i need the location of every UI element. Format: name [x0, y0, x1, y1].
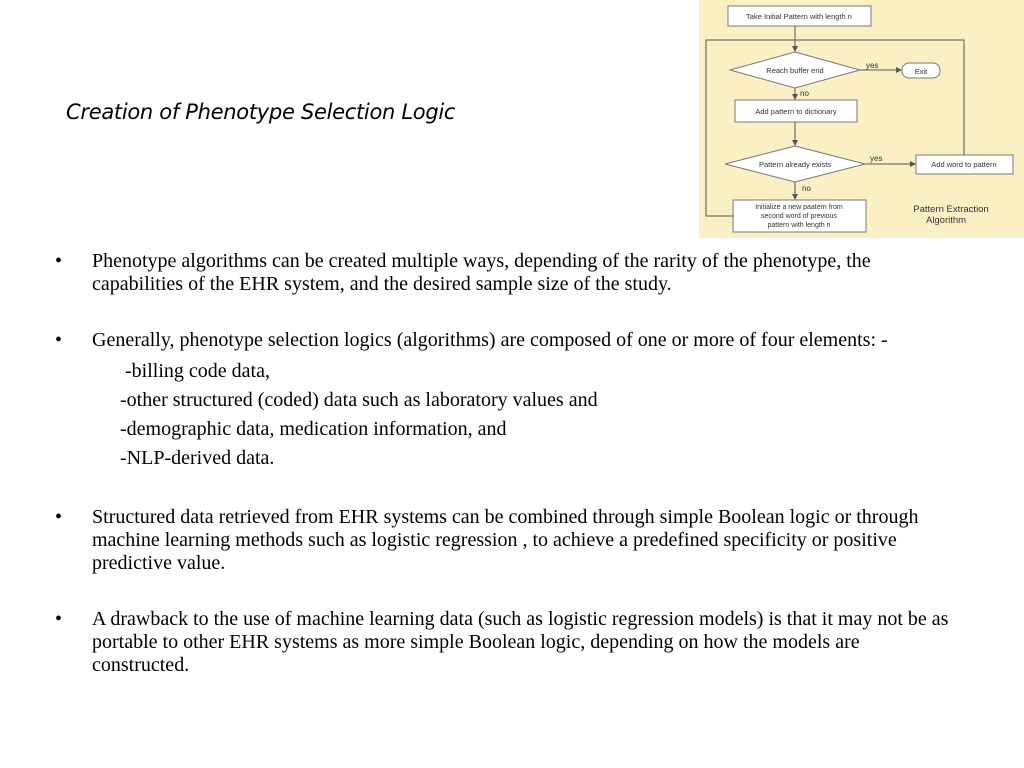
bullet-dot: • [55, 608, 63, 630]
flow-initialize-text-2: second word of previous [761, 213, 837, 220]
flow-add-dictionary-text: Add pattern to dictionary [755, 107, 837, 116]
flow-caption-line2: Algorithm [925, 215, 967, 226]
flow-caption-line1: Pattern Extraction [913, 204, 989, 215]
bullet-item [0, 608, 1024, 677]
bullet-text: A drawback to the use of machine learning data (such as logistic regression models) is that it may not be as portable to other EHR systems as more simple Boolean logic, depending on how the models are constructed. [92, 608, 949, 676]
bullet-text: Generally, phenotype selection logics (algorithms) are composed of one or more of four elements: - [92, 329, 888, 351]
flow-exit-text: Exit [914, 67, 928, 76]
bullet-item [0, 250, 1024, 296]
bullet-dot: • [55, 506, 63, 528]
bullet-list [0, 250, 1024, 710]
sub-item-nlp: -NLP-derived data. [120, 447, 275, 469]
bullet-item [0, 329, 1024, 473]
flow-yes-label-1: yes [866, 61, 879, 70]
flow-no-label-1: no [800, 89, 809, 98]
sub-item-billing: -billing code data, [125, 360, 270, 382]
flow-initialize-text-3: pattern with length n [767, 222, 831, 229]
bullet-text: Phenotype algorithms can be created multiple ways, depending of the rarity of the phenotype, the capabilities of the EHR system, and the desired sample size of the study. [92, 250, 871, 295]
slide-title: Creation of Phenotype Selection Logic [66, 100, 456, 124]
flow-decision-buffer-end-text: Reach buffer end [766, 66, 824, 75]
bullet-dot: • [55, 250, 63, 272]
bullet-dot: • [55, 329, 63, 351]
flowchart-diagram [699, 0, 1024, 238]
flow-start-text: Take Initial Pattern with length n [746, 12, 852, 21]
bullet-item [0, 506, 1024, 575]
flow-yes-label-2: yes [870, 154, 883, 163]
sub-item-demographic: -demographic data, medication information, and [120, 418, 507, 440]
bullet-text: Structured data retrieved from EHR systems can be combined through simple Boolean logic or through machine learning methods such as logistic regression , to achieve a predefined specificity or positive predictive value. [92, 506, 919, 574]
flow-initialize-text-1: Initialize a new paatern from [755, 204, 843, 211]
flowchart-figure [699, 0, 1024, 238]
sub-list [92, 357, 954, 473]
flow-add-word-text: Add word to pattern [931, 160, 997, 169]
sub-item-structured: -other structured (coded) data such as laboratory values and [120, 389, 598, 411]
flow-decision-pattern-exists-text: Pattern already exists [758, 160, 832, 169]
flow-no-label-2: no [802, 184, 811, 193]
